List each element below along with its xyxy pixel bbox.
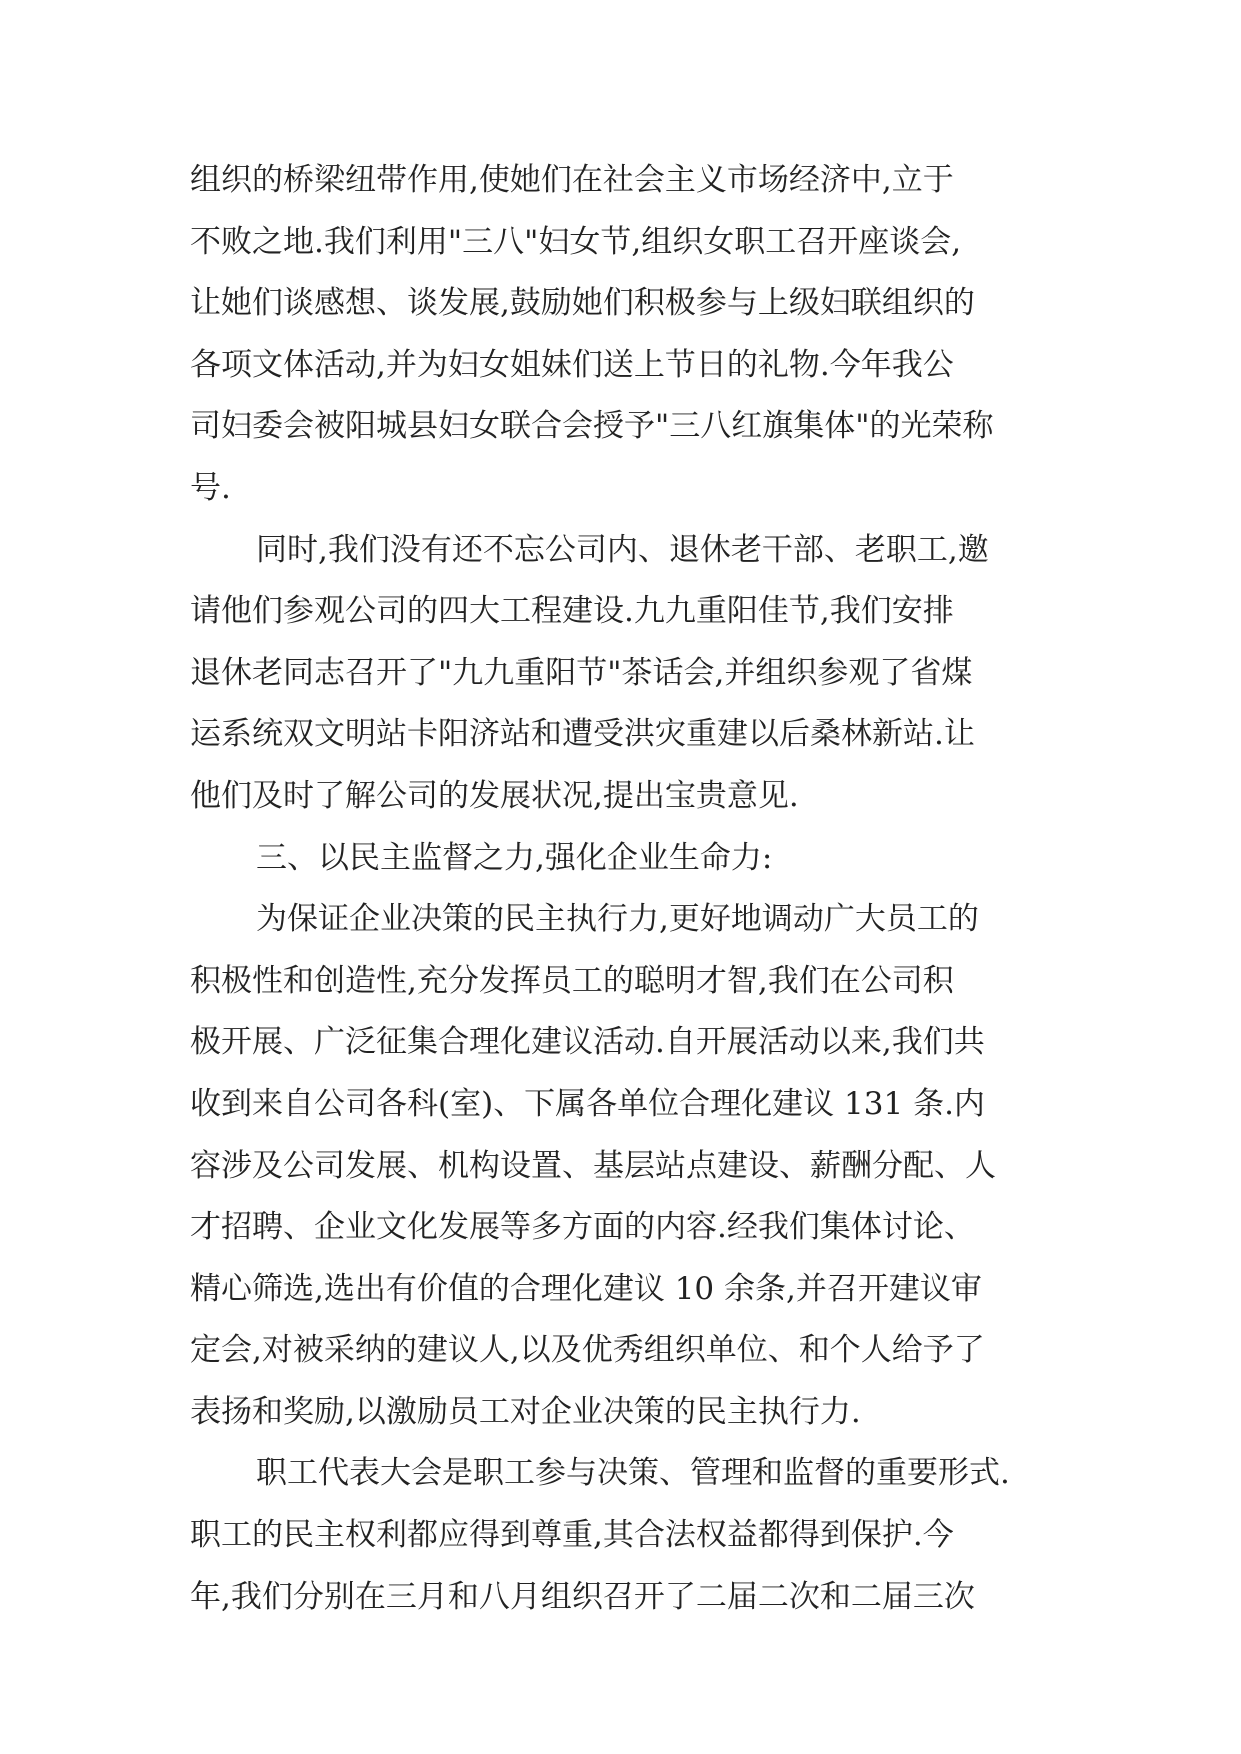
text-line: 各项文体活动,并为妇女姐妹们送上节日的礼物.今年我公: [190, 346, 954, 383]
text-line: 表扬和奖励,以激励员工对企业决策的民主执行力.: [190, 1393, 861, 1430]
text-line: 才招聘、企业文化发展等多方面的内容.经我们集体讨论、: [190, 1209, 975, 1246]
text-line: 请他们参观公司的四大工程建设.九九重阳佳节,我们安排: [190, 593, 954, 630]
text-line: 让她们谈感想、谈发展,鼓励她们积极参与上级妇联组织的: [190, 285, 975, 322]
text-line: 三、以民主监督之力,强化企业生命力:: [256, 839, 773, 876]
text-line: 定会,对被采纳的建议人,以及优秀组织单位、和个人给予了: [190, 1332, 985, 1369]
text-line: 年,我们分别在三月和八月组织召开了二届二次和二届三次: [190, 1578, 975, 1615]
text-line: 积极性和创造性,充分发挥员工的聪明才智,我们在公司积: [190, 962, 954, 999]
text-line: 不败之地.我们利用"三八"妇女节,组织女职工召开座谈会,: [190, 223, 962, 260]
document-page: [190, 150, 1050, 1628]
text-line: 极开展、广泛征集合理化建议活动.自开展活动以来,我们共: [190, 1024, 985, 1061]
text-line: 他们及时了解公司的发展状况,提出宝贵意见.: [190, 777, 799, 814]
text-line: 退休老同志召开了"九九重阳节"茶话会,并组织参观了省煤: [190, 654, 973, 691]
text-line: 运系统双文明站卡阳济站和遭受洪灾重建以后桑林新站.让: [190, 716, 975, 753]
text-line: 组织的桥梁纽带作用,使她们在社会主义市场经济中,立于: [190, 162, 954, 198]
text-line: 收到来自公司各科(室)、下属各单位合理化建议 131 条.内: [190, 1085, 985, 1122]
text-line: 同时,我们没有还不忘公司内、退休老干部、老职工,邀: [256, 531, 989, 568]
text-line: 司妇委会被阳城县妇女联合会授予"三八红旗集体"的光荣称: [190, 408, 994, 445]
text-line: 精心筛选,选出有价值的合理化建议 10 余条,并召开建议审: [190, 1270, 982, 1307]
text-line: 容涉及公司发展、机构设置、基层站点建设、薪酬分配、人: [190, 1147, 996, 1184]
text-line: 职工的民主权利都应得到尊重,其合法权益都得到保护.今: [190, 1517, 954, 1554]
text-line: 号.: [190, 469, 231, 506]
text-line: 职工代表大会是职工参与决策、管理和监督的重要形式.: [256, 1455, 1010, 1492]
text-line: 为保证企业决策的民主执行力,更好地调动广大员工的: [256, 901, 979, 938]
